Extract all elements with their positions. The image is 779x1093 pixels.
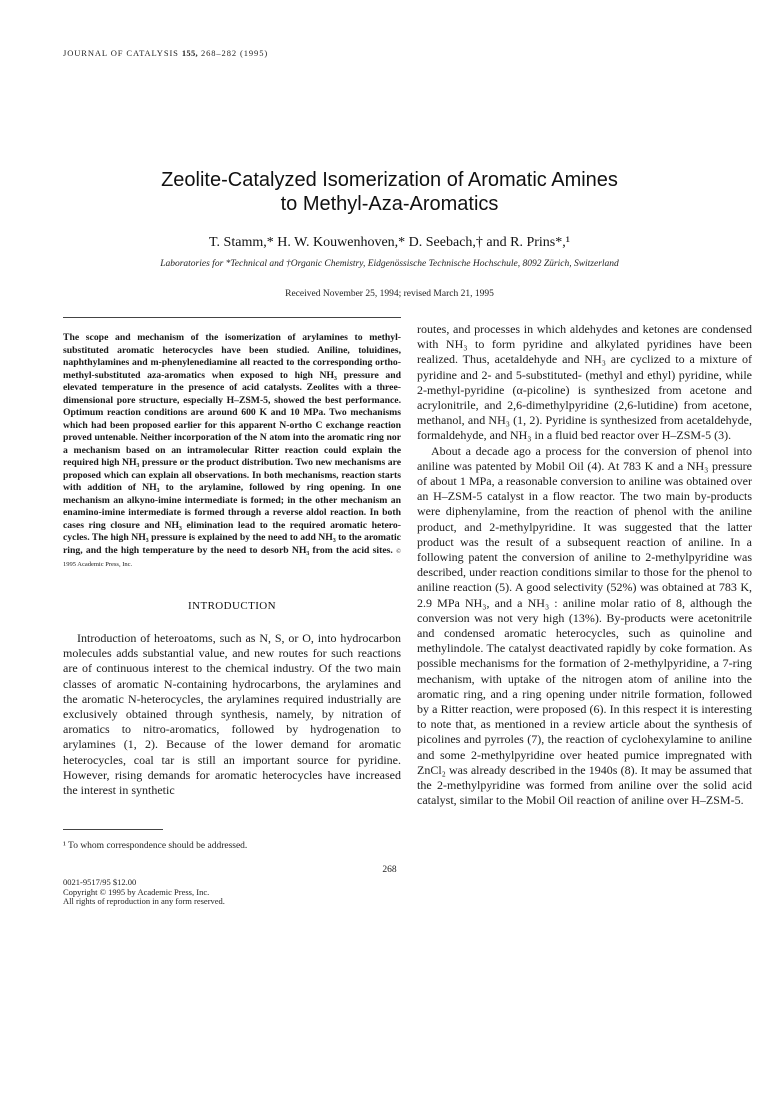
- introduction-right-column: [417, 322, 752, 809]
- rights-notice: All rights of reproduction in any form reserved.: [63, 896, 225, 906]
- author-list: T. Stamm,* H. W. Kouwenhoven,* D. Seebach,† and R. Prins*,¹: [209, 235, 570, 250]
- intro-paragraph-continued: routes, and processes in which aldehydes and ketones are condensed with NH₃ to form pyridine and alkylated pyridines have been realized. Thus, acetaldehyde and NH₃ are cyclized to a mixture of pyridine and 2- and 5-substituted- (methyl and ethyl) pyridine, while 2-methyl-pyridine (α-picoline) is synthesized from acetone and acrylonitrile, and 2,6-dimethylpyridine (2,6-lutidine) from acetone, methanol, and NH₃ (1, 2). Pyridine is synthesized from acetaldehyde, formaldehyde, and NH₃ in a fluid bed reactor over H–ZSM-5 (3).: [417, 322, 752, 443]
- copyright-block: [63, 878, 393, 907]
- intro-paragraph-2: About a decade ago a process for the conversion of phenol into aniline was patented by Mobil Oil (4). At 783 K and a NH₃ pressure of about 1 MPa, a reasonable conversion to aniline was obtained over an H–ZSM-5 catalyst in a flow reactor. The two main by-products were diphenylamine, from the reaction of phenol with the aniline product, and 2-methylpyridine. It was suggested that the latter product was the result of a subsequent reaction of aniline. In a following patent the conversion of aniline to 2-methylpyridine was described, under reaction conditions similar to those for the phenol to aniline reaction (5). A good selectivity (52%) was obtained at 783 K, 2.9 MPa NH₃, and a NH₃ : aniline molar ratio of 8, although the conversion was not very high (13%). By-products were acetonitrile and condensed aromatic heterocycles, such as quinoline and methylindole. The catalyst deactivated rapidly by coke formation. As possible mechanisms for the formation of 2-methylpyridine, a 7-ring mechanism, with uptake of the nitrogen atom of aniline into the aromatic ring, and a ring opening under nitrile formation, followed by a Ritter reaction, were proposed (6). In this respect it is interesting to note that, as mentioned in a review article about the synthesis of picolines and pyrroles (7), the reaction of cyclohexylamine to aniline and some 2-methylpyridine over heated pumice impregnated with ZnCl₂ was already described in the 1940s (8). It may be assumed that the 2-methylpyridine was formed from aniline over the solid acid catalyst, similar to the Mobil Oil reaction of aniline over H–ZSM-5.: [417, 443, 752, 808]
- journal-header: [63, 48, 268, 58]
- introduction-left-column: [63, 631, 401, 798]
- article-title: [0, 168, 779, 216]
- journal-pages: 268–282 (1995): [200, 48, 269, 58]
- title-line-2: to Methyl-Aza-Aromatics: [280, 193, 499, 215]
- affiliation: Laboratories for *Technical and †Organic Chemistry, Eidgenössische Technische Hochschule, 8092 Zürich, Switzerland: [160, 259, 619, 269]
- copyright-notice: Copyright © 1995 by Academic Press, Inc.: [63, 886, 210, 897]
- title-line-1: Zeolite-Catalyzed Isomerization of Aromatic Amines: [161, 169, 618, 191]
- abstract-divider: [63, 317, 401, 318]
- received-date: Received November 25, 1994; revised March 21, 1995: [285, 289, 494, 299]
- journal-name: JOURNAL OF CATALYSIS: [63, 48, 179, 58]
- section-heading-introduction: INTRODUCTION: [188, 600, 276, 612]
- page-number: 268: [382, 865, 397, 875]
- intro-paragraph-1: Introduction of heteroatoms, such as N, S, or O, into hydrocarbon molecules adds substantial value, and new routes for such reactions are of continuous interest to the chemical industry. Of the two main classes of aromatic N-containing hydrocarbons, the arylamines and the aromatic N-heterocycles, the arylamines required industrially are exclusively obtained through synthesis, namely, by nitration of aromatics to nitro-aromatics, followed by hydrogenation to arylamines (1, 2). Because of the lower demand for aromatic heterocycles, coal tar is still an important source for pyridine. However, rising demands for aromatic heterocycles have increased the interest in synthetic: [63, 631, 401, 798]
- journal-volume: 155,: [181, 48, 198, 58]
- issn-price: 0021-9517/95 $12.00: [63, 877, 137, 887]
- abstract: [63, 332, 401, 572]
- footnote-divider: [63, 829, 163, 830]
- abstract-text: The scope and mechanism of the isomerization of arylamines to methyl-substituted aromatic heterocycles have been studied. Aniline, toluidines, naphthylamines and m-phenylenediamine all reacted to the corresponding ortho-methyl-substituted aza-aromatics when exposed to high NH₃ pressure and elevated temperature in the presence of acid catalysts. Zeolites with a three-dimensional pore structure, especially H–ZSM-5, showed the best performance. Optimum reaction conditions are around 600 K and 10 MPa. Two mechanisms which had been proposed earlier for this apparent N-ortho C exchange reaction proved untenable. Neither incorporation of the N atom into the aromatic ring nor a mechanism based on an intramolecular Ritter reaction could explain the required high NH₃ pressure or the product distribution. Two new mechanisms are proposed which can explain all observations. In both mechanisms, reaction starts with addition of NH₃ to the arylamine, followed by ring opening. In one mechanism an alkyno-imine intermediate is formed; in the other mechanism an enamino-imine intermediate is formed through a reverse aldol reaction. In both cases ring closure and NH₃ elimination lead to the required aromatic hetero-cycles. The high NH₃ pressure is explained by the need to add NH₃ to the aromatic ring, and the high temperature by the need to desorb NH₃ from the acid sites.: [63, 332, 401, 556]
- abstract-copyright: © 1995 Academic Press, Inc.: [63, 547, 402, 568]
- footnote: ¹ To whom correspondence should be addressed.: [63, 841, 248, 851]
